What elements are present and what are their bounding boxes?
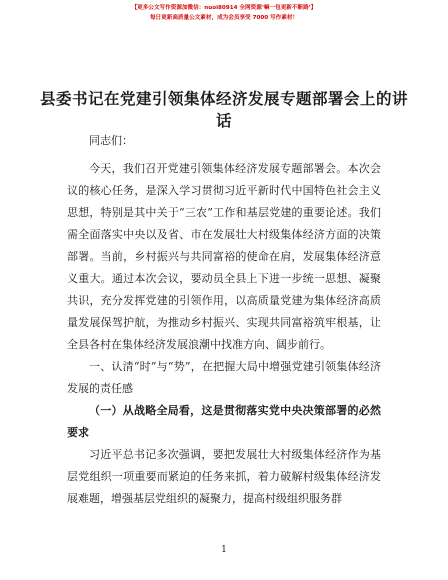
document-title: 县委书记在党建引领集体经济发展专题部署会上的讲话 xyxy=(40,89,409,130)
salutation: 同志们： xyxy=(89,134,133,147)
promo-line-1: 【更多公文写作资源加微信：nuoi80914 全网资源‘嘛一包更新不断路’】 xyxy=(131,5,317,11)
page-number: 1 xyxy=(221,545,227,555)
paragraph-body: 习近平总书记多次强调，要把发展壮大村级集体经济作为基层党组织一项重要而紧迫的任务来抓，着力破解村级集体经济发展难题，增强基层党组织的凝聚力，提高村级组织服务群 xyxy=(67,448,381,505)
paragraph-intro: 今天，我们召开党建引领集体经济发展专题部署会。本次会议的核心任务，是深入学习贯彻习近平新时代中国特色社会主义思想，特别是其中关于“三农”工作和基层党建的重要论述。我们需全面落实中央以及省、市在发展壮大村级集体经济方面的决策部署。当前，乡村振兴与共同富裕的使命在肩，发展集体经济意义重大。通过本次会议，要动员全县上下进一步统一思想、凝聚共识，充分发挥党建的引领作用，以高质量党建为集体经济高质量发展保驾护航，为推动乡村振兴、实现共同富裕筑牢根基，让全县各村在集体经济发展浪潮中找准方向、阔步前行。 xyxy=(67,162,381,351)
promo-line-2: 每日更新高质量公文素材，成为会员享受 7000 写作素材！ xyxy=(149,15,299,21)
promo-banner xyxy=(0,3,448,23)
document-body xyxy=(67,130,381,510)
subsection-heading-1: （一）从战略全局看，这是贯彻落实党中央决策部署的必然要求 xyxy=(67,404,381,439)
section-heading-1: 一、认清“时”与“势”，在把握大局中增强党建引领集体经济发展的责任感 xyxy=(67,360,381,395)
